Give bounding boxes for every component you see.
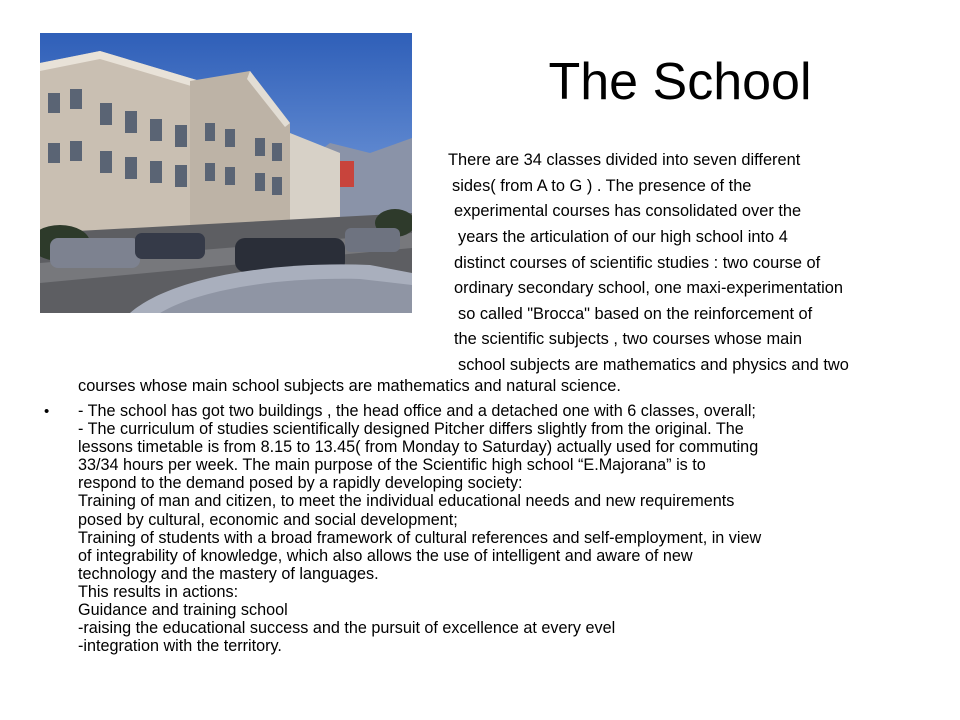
body-line: Training of students with a broad framework of cultural references and self-employment, in view bbox=[78, 528, 762, 547]
body-line: This results in actions: bbox=[78, 582, 239, 601]
intro-line: sides( from A to G ) . The presence of the bbox=[452, 177, 752, 195]
intro-line: courses whose main school subjects are mathematics and natural science. bbox=[78, 377, 621, 395]
intro-line: There are 34 classes divided into seven different bbox=[448, 151, 801, 169]
school-building-photo bbox=[40, 33, 412, 313]
intro-line: ordinary secondary school, one maxi-experimentation bbox=[454, 279, 844, 297]
body-line: 33/34 hours per week. The main purpose of the Scientific high school “E.Majorana” is to bbox=[78, 456, 706, 475]
body-line: - The school has got two buildings , the head office and a detached one with 6 classes, overall; bbox=[78, 402, 756, 420]
body-line: -integration with the territory. bbox=[78, 637, 282, 656]
body-line: - The curriculum of studies scientifically designed Pitcher differs slightly from the original. The bbox=[78, 420, 744, 439]
slide-title: The School bbox=[548, 53, 812, 111]
bullet-marker: • bbox=[44, 403, 50, 420]
intro-line: distinct courses of scientific studies : two course of bbox=[454, 254, 821, 272]
body-line: respond to the demand posed by a rapidly developing society: bbox=[78, 474, 523, 493]
body-line: -raising the educational success and the pursuit of excellence at every evel bbox=[78, 619, 616, 638]
intro-line: years the articulation of our high school into 4 bbox=[458, 228, 788, 246]
intro-line: school subjects are mathematics and physics and two bbox=[458, 356, 849, 374]
intro-line: so called "Brocca" based on the reinforcement of bbox=[458, 305, 813, 323]
body-line: of integrability of knowledge, which also allows the use of intelligent and aware of new bbox=[78, 546, 693, 565]
body-line: Training of man and citizen, to meet the individual educational needs and new requirements bbox=[78, 492, 735, 511]
body-line: Guidance and training school bbox=[78, 601, 288, 620]
body-line: posed by cultural, economic and social development; bbox=[78, 510, 458, 529]
body-paragraph bbox=[78, 402, 938, 655]
intro-line: experimental courses has consolidated over the bbox=[454, 202, 802, 220]
intro-line: the scientific subjects , two courses whose main bbox=[454, 330, 802, 348]
body-line: lessons timetable is from 8.15 to 13.45( from Monday to Saturday) actually used for commuting bbox=[78, 438, 759, 457]
body-line: technology and the mastery of languages. bbox=[78, 564, 379, 583]
